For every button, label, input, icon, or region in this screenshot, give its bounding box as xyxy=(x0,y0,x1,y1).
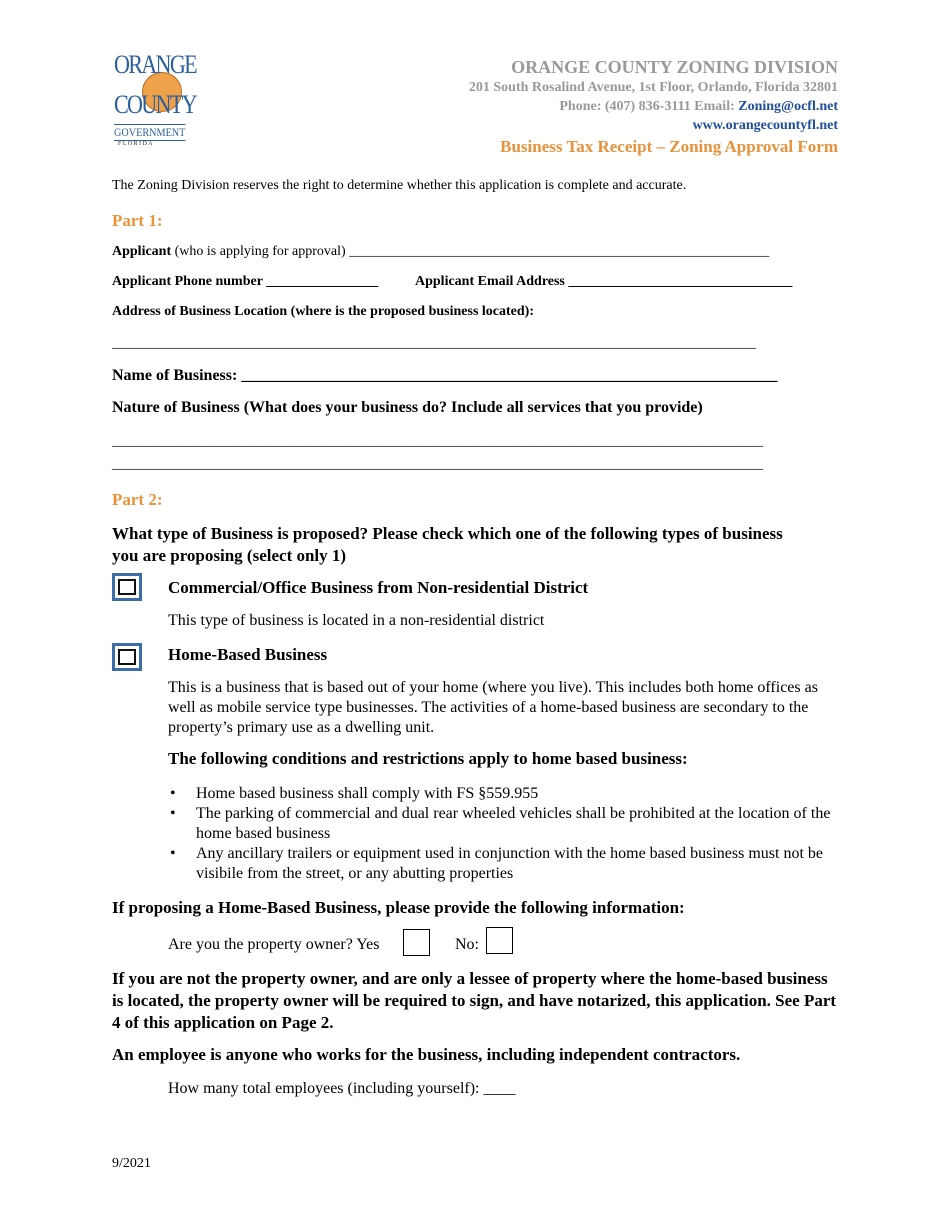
business-type-question: What type of Business is proposed? Please check which one of the following types of business you are proposing (select only 1) xyxy=(112,524,783,565)
conditions-title: The following conditions and restrictions apply to home based business: xyxy=(168,749,688,768)
phone-field[interactable]: Applicant Phone number ________________ xyxy=(112,274,379,289)
condition-item: • Home based business shall comply with FS §559.955 xyxy=(168,784,838,804)
nature-label: Nature of Business (What does your business do? Include all services that you provide) xyxy=(112,399,703,416)
commercial-option-desc: This type of business is located in a non-residential district xyxy=(168,612,545,629)
employee-definition: An employee is anyone who works for the business, including independent contractors. xyxy=(112,1045,741,1064)
part2-title: Part 2: xyxy=(112,490,163,509)
part1-title: Part 1: xyxy=(112,211,163,230)
intro-text: The Zoning Division reserves the right to determine whether this application is complete and accurate. xyxy=(112,178,687,193)
org-name: ORANGE COUNTY ZONING DIVISION xyxy=(511,57,838,77)
owner-no-label: No: xyxy=(455,936,479,953)
email-field[interactable]: Applicant Email Address ________________________________ xyxy=(415,274,793,289)
footer-date: 9/2021 xyxy=(112,1156,151,1171)
nature-line-1[interactable]: _____________________________________________________________________________________________ xyxy=(112,434,763,449)
address-label: Address of Business Location (where is the proposed business located): xyxy=(112,304,534,319)
form-title: Business Tax Receipt – Zoning Approval Form xyxy=(500,137,838,156)
business-name-field[interactable]: Name of Business: ___________________________________________________________________ xyxy=(112,367,778,384)
email-link[interactable]: Zoning@ocfl.net xyxy=(738,99,838,114)
home-based-option-desc: This is a business that is based out of your home (where you live). This includes both home offices as well as mobile service type businesses. The activities of a home-based business are secondary to the property’s primary use as a dwelling unit. xyxy=(168,679,818,736)
home-based-option-title: Home-Based Business xyxy=(168,645,328,664)
employees-count-field[interactable]: How many total employees (including yourself): ____ xyxy=(168,1080,516,1097)
nature-line-2[interactable]: _____________________________________________________________________________________________ xyxy=(112,457,763,472)
owner-question: Are you the property owner? Yes xyxy=(168,936,380,953)
website-link[interactable]: www.orangecountyfl.net xyxy=(692,118,838,133)
commercial-option-title: Commercial/Office Business from Non-residential District xyxy=(168,578,589,597)
condition-item: • Any ancillary trailers or equipment used in conjunction with the home based business must not be visibile from the street, or any abutting properties xyxy=(168,844,838,884)
county-logo: ORANGE COUNTY GOVERNMENT F L O R I D A xyxy=(114,50,196,147)
home-based-checkbox[interactable] xyxy=(112,643,142,671)
website-row xyxy=(693,118,838,134)
home-info-heading: If proposing a Home-Based Business, please provide the following information: xyxy=(112,898,685,917)
condition-item: • The parking of commercial and dual rear wheeled vehicles shall be prohibited at the location of the home based business xyxy=(168,804,838,844)
owner-no-checkbox[interactable] xyxy=(486,927,513,954)
conditions-list xyxy=(168,784,838,884)
address-line[interactable]: ____________________________________________________________________________________________ xyxy=(112,336,756,351)
applicant-field[interactable]: Applicant (who is applying for approval) ____________________________________________________________ xyxy=(112,244,770,259)
org-contact: Phone: (407) 836-3111 Email: Zoning@ocfl.net xyxy=(559,99,838,114)
org-address: 201 South Rosalind Avenue, 1st Floor, Orlando, Florida 32801 xyxy=(468,80,838,95)
lessee-note: If you are not the property owner, and are only a lessee of property where the home-based business is located, the property owner will be required to sign, and have notarized, this application. See Part 4 of this application on Page 2. xyxy=(112,969,837,1032)
owner-yes-checkbox[interactable] xyxy=(403,929,430,956)
commercial-checkbox[interactable] xyxy=(112,573,142,601)
